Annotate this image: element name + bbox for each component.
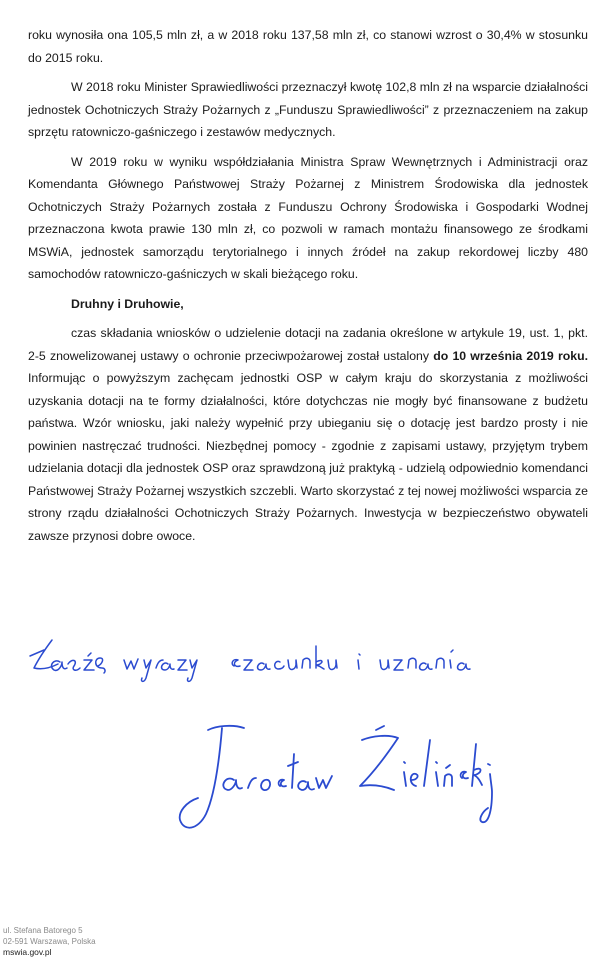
footer-city: 02-591 Warszawa, Polska — [3, 937, 96, 946]
deadline-details: Informując o powyższym zachęcam jednostki OSP w całym kraju do skorzystania z możliwości uzyskania dotacji na te formy działalności, które dotychczas nie mogły być finansowane z budżetu państwa. Wzór wniosku, jaki należy wypełnić przy ubieganiu się o dotację jest bardzo prosty i nie powinien nastręczać trudności. Niezbędnej pomocy - zgodnie z zapisami ustawy, przyjętym trybem udzielania dotacji dla jednostek OSP oraz sprawdzoną już praktyką - udzielą odpowiednio komendanci Państwowej Straży Pożarnej wszystkich szczebli. Warto skorzystać z tej nowej możliwości wsparcia ze strony rządu działalności Ochotniczych Straży Pożarnych. Inwestycja w bezpieczeństwo obywateli zawsze przynosi dobre owoce. — [28, 371, 588, 543]
deadline-intro: czas składania wniosków o udzielenie dotacji na zadania określone w artykule 19, ust. 1, pkt. 2-5 znowelizowanej ustawy o ochronie przeciwpożarowej został ustalony — [28, 326, 588, 363]
letter-body — [28, 24, 588, 554]
handwritten-signature — [176, 722, 536, 852]
deadline-date: do 10 września 2019 roku. — [433, 348, 589, 363]
handwritten-closing — [28, 630, 508, 700]
paragraph-continuation: roku wynosiła ona 105,5 mln zł, a w 2018 roku 137,58 mln zł, co stanowi wzrost o 30,4% w stosunku do 2015 roku. — [28, 28, 588, 65]
signature-area — [28, 630, 568, 840]
footer-street: ul. Stefana Batorego 5 — [3, 926, 83, 935]
paragraph-grant-deadline — [28, 322, 588, 547]
paragraph-justice-fund: W 2018 roku Minister Sprawiedliwości przeznaczył kwotę 102,8 mln zł na wsparcie działalności jednostek Ochotniczych Straży Pożarnych z „Funduszu Sprawiedliwości” z przeznaczeniem na zakup sprzętu ratowniczo-gaśniczego i zestawów medycznych. — [28, 80, 588, 139]
footer-website: mswia.gov.pl — [3, 947, 52, 957]
paragraph-environment-fund: W 2019 roku w wyniku współdziałania Ministra Spraw Wewnętrznych i Administracji oraz Komendanta Głównego Państwowej Straży Pożarnej z Ministrem Środowiska dla jednostek Ochotniczych Straży Pożarnych została z Funduszu Ochrony Środowiska i Gospodarki Wodnej przeznaczona kwota prawie 130 mln zł, co pozwoli w ramach montażu finansowego ze środkami MSWiA, jednostek samorządu terytorialnego i innych źródeł na zakup rekordowej liczby 480 samochodów ratowniczo-gaśniczych w skali bieżącego roku. — [28, 154, 588, 281]
salutation: Druhny i Druhowie, — [71, 296, 184, 311]
footer-address — [3, 925, 96, 958]
